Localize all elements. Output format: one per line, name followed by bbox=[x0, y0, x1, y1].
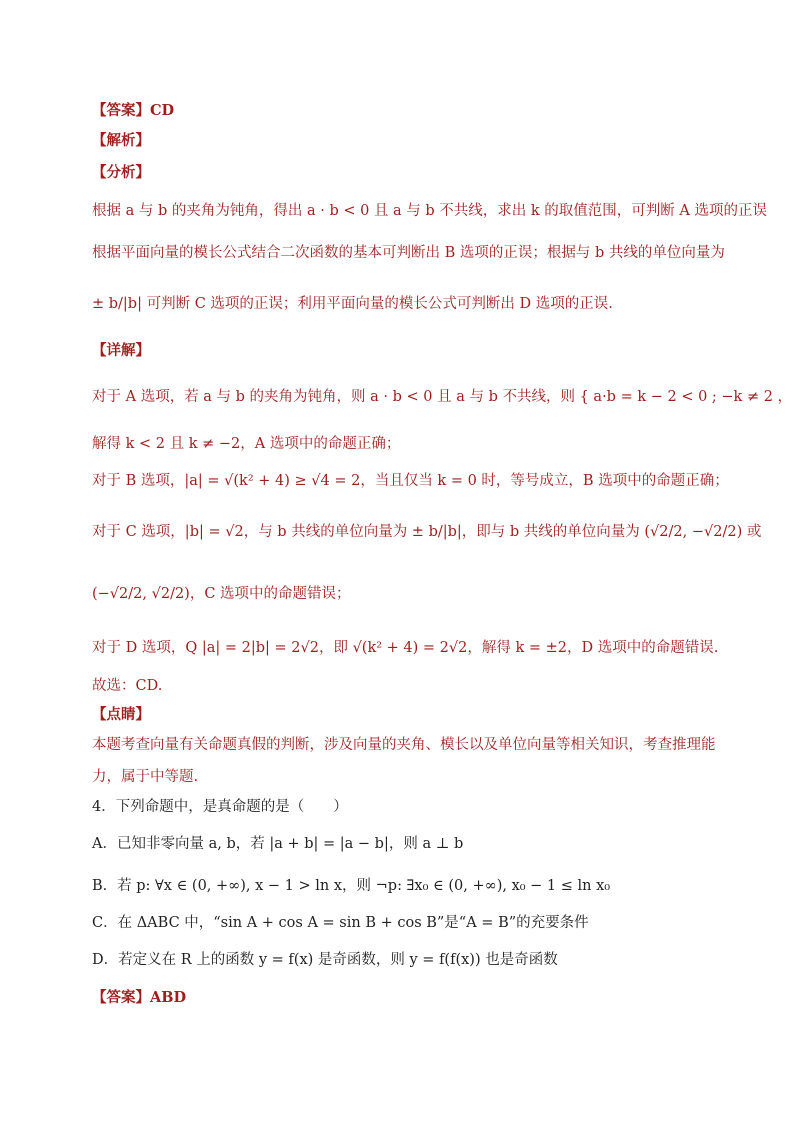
detail-line-a2: 解得 k < 2 且 k ≠ −2，A 选项中的命题正确； bbox=[92, 436, 401, 452]
detail-label: 【详解】 bbox=[92, 342, 150, 359]
fenxi-line-1: 根据 a 与 b 的夹角为钝角，得出 a · b < 0 且 a 与 b 不共线，求出 k 的取值范围，可判断 A 选项的正误 bbox=[92, 203, 767, 219]
detail-line-d: 对于 D 选项，Q |a| = 2|b| = 2√2，即 √(k² + 4) = 2√2，解得 k = ±2，D 选项中的命题错误. bbox=[92, 640, 719, 656]
option-b: B．若 p: ∀x ∈ (0, +∞), x − 1 > ln x，则 ¬p: ∃x₀ ∈ (0, +∞), x₀ − 1 ≤ ln x₀ bbox=[92, 878, 611, 894]
question-4-stem: 4．下列命题中，是真命题的是（ ） bbox=[92, 799, 348, 815]
fenxi-line-2: 根据平面向量的模长公式结合二次函数的基本可判断出 B 选项的正误；根据与 b 共线的单位向量为 bbox=[92, 245, 725, 261]
fenxi-line-3: ± b/|b| 可判断 C 选项的正误；利用平面向量的模长公式可判断出 D 选项的正误. bbox=[92, 296, 613, 312]
remark-line-2: 力，属于中等题. bbox=[92, 769, 199, 785]
answer-label: 【答案】CD bbox=[92, 102, 175, 119]
remark-label: 【点睛】 bbox=[92, 706, 150, 723]
remark-line-1: 本题考查向量有关命题真假的判断，涉及向量的夹角、模长以及单位向量等相关知识，考查推理能 bbox=[92, 737, 716, 753]
option-d: D．若定义在 R 上的函数 y = f(x) 是奇函数，则 y = f(f(x)) 也是奇函数 bbox=[92, 952, 558, 968]
detail-line-c2: (−√2/2, √2/2)，C 选项中的命题错误； bbox=[92, 586, 351, 602]
answer-label-2: 【答案】ABD bbox=[92, 989, 187, 1006]
option-c: C．在 ΔABC 中，“sin A + cos A = sin B + cos B”是“A = B”的充要条件 bbox=[92, 915, 589, 931]
conclusion-line: 故选：CD. bbox=[92, 678, 163, 694]
analysis-label: 【解析】 bbox=[92, 132, 150, 149]
fenxi-label: 【分析】 bbox=[92, 164, 150, 181]
detail-line-b: 对于 B 选项，|a| = √(k² + 4) ≥ √4 = 2，当且仅当 k = 0 时，等号成立，B 选项中的命题正确； bbox=[92, 473, 729, 489]
detail-line-c: 对于 C 选项，|b| = √2，与 b 共线的单位向量为 ± b/|b|，即与 b 共线的单位向量为 (√2/2, −√2/2) 或 bbox=[92, 524, 762, 540]
option-a: A．已知非零向量 a, b，若 |a + b| = |a − b|，则 a ⊥ b bbox=[92, 836, 464, 852]
detail-line-a: 对于 A 选项，若 a 与 b 的夹角为钝角，则 a · b < 0 且 a 与 b 不共线，则 { a·b = k − 2 < 0 ; −k ≠ 2 ， bbox=[92, 389, 793, 405]
